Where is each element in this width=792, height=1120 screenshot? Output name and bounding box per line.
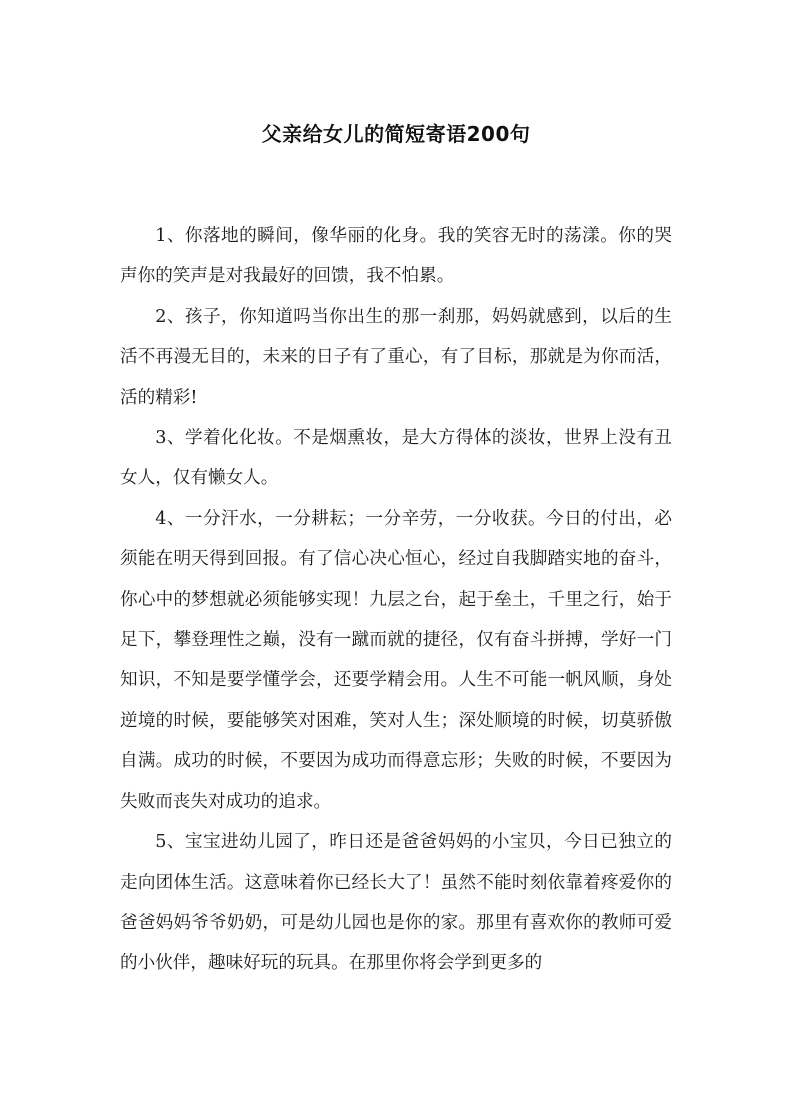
paragraph-2: 2、孩子，你知道吗当你出生的那一刹那，妈妈就感到，以后的生活不再漫无目的，未来的日子有了重心，有了目标，那就是为你而活，活的精彩! — [120, 306, 672, 408]
document-title: 父亲给女儿的简短寄语200句 — [261, 122, 531, 146]
paragraph-1: 1、你落地的瞬间，像华丽的化身。我的笑容无时的荡漾。你的哭声你的笑声是对我最好的回馈，我不怕累。 — [120, 226, 672, 287]
paragraph-4: 4、一分汗水，一分耕耘；一分辛劳，一分收获。今日的付出，必须能在明天得到回报。有了信心决心恒心，经过自我脚踏实地的奋斗，你心中的梦想就必须能够实现！九层之台，起于垒土，千里之行，始于足下，攀登理性之巅，没有一蹴而就的捷径，仅有奋斗拼搏，学好一门知识，不知是要学懂学会，还要学精会用。人生不可能一帆风顺，身处逆境的时候，要能够笑对困难，笑对人生；深处顺境的时候，切莫骄傲自满。成功的时候，不要因为成功而得意忘形；失败的时候，不要因为失败而丧失对成功的追求。 — [120, 508, 672, 812]
document-body — [120, 216, 672, 984]
paragraph-5: 5、宝宝进幼儿园了，昨日还是爸爸妈妈的小宝贝，今日已独立的走向团体生活。这意味着你已经长大了！虽然不能时刻依靠着疼爱你的爸爸妈妈爷爷奶奶，可是幼儿园也是你的家。那里有喜欢你的教师可爱的小伙伴，趣味好玩的玩具。在那里你将会学到更多的 — [120, 832, 672, 974]
paragraph-3: 3、学着化化妆。不是烟熏妆，是大方得体的淡妆，世界上没有丑女人，仅有懒女人。 — [120, 428, 672, 489]
